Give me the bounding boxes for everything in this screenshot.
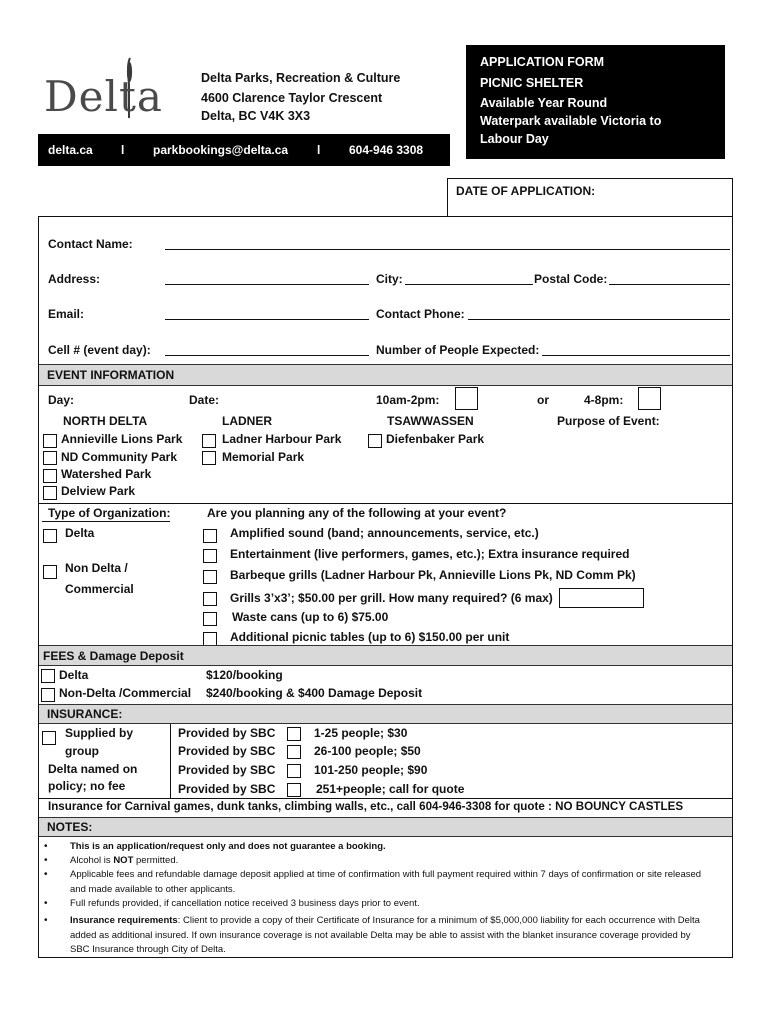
fees-section-bar xyxy=(39,645,732,666)
title-line: APPLICATION FORM xyxy=(480,55,605,69)
insurance-tier-label: 101-250 people; $90 xyxy=(314,763,428,777)
park-checkbox-watershed[interactable] xyxy=(43,469,57,483)
insurance-tier-checkbox[interactable] xyxy=(287,727,301,741)
divider xyxy=(170,724,171,799)
purpose-label: Purpose of Event: xyxy=(557,414,660,428)
separator: l xyxy=(317,143,321,157)
fees-section-title: FEES & Damage Deposit xyxy=(43,649,184,663)
option-label: Amplified sound (band; announcements, service, etc.) xyxy=(230,526,539,540)
insurance-named-label: policy; no fee xyxy=(48,779,126,793)
website-link[interactable]: delta.ca xyxy=(48,143,93,157)
email-link[interactable]: parkbookings@delta.ca xyxy=(153,143,289,157)
email-label: Email: xyxy=(48,307,85,321)
park-label: Ladner Harbour Park xyxy=(222,432,342,446)
grills-quantity-input[interactable] xyxy=(559,588,644,608)
insurance-section-title: INSURANCE: xyxy=(47,707,123,721)
insurance-tier-label: 251+people; call for quote xyxy=(316,782,465,796)
option-label: Grills 3’x3’; $50.00 per grill. How many required? (6 max) xyxy=(230,591,553,605)
notes-section-title: NOTES: xyxy=(47,820,93,834)
contact-name-field[interactable] xyxy=(165,249,730,250)
insurance-named-label: Delta named on xyxy=(48,762,138,776)
org-type-label: Type of Organization: xyxy=(48,506,171,520)
option-label: Entertainment (live performers, games, etc.); Extra insurance required xyxy=(230,547,630,561)
notes-section-bar xyxy=(39,817,732,837)
planning-question: Are you planning any of the following at your event? xyxy=(207,506,507,520)
num-people-field[interactable] xyxy=(542,355,730,356)
bullet-icon: • xyxy=(44,855,48,866)
org-delta-checkbox[interactable] xyxy=(43,529,57,543)
note-text: Applicable fees and refundable damage deposit applied at time of confirmation with full payment required within 7 days of confirmation or site released and made available to other applicants. xyxy=(70,869,702,895)
title-line: Waterpark available Victoria to xyxy=(480,114,662,128)
provided-by-sbc: Provided by SBC xyxy=(178,726,276,740)
insurance-tier-label: 1-25 people; $30 xyxy=(314,726,408,740)
postal-code-label: Postal Code: xyxy=(534,272,608,286)
fee-non-delta-checkbox[interactable] xyxy=(41,688,55,702)
time-slot-2-label: 4-8pm: xyxy=(584,393,624,407)
time-slot-1-checkbox[interactable] xyxy=(455,387,478,410)
note-text-part: Alcohol is xyxy=(70,855,114,866)
park-checkbox-nd-community[interactable] xyxy=(43,451,57,465)
park-label: Memorial Park xyxy=(222,450,305,464)
note-text-part: : Client to provide a copy of their Certificate of Insurance for a minimum of $5,000,000 liability for each occurrence with Delta added as additional insured. If own insurance coverage is not available Delta may be able to assist with the blanket insurance coverage provided by SBC Insurance through City of Delta. xyxy=(70,915,700,955)
bullet-icon: • xyxy=(44,869,48,880)
park-checkbox-diefenbaker[interactable] xyxy=(368,434,382,448)
org-non-delta-label: Commercial xyxy=(65,582,134,596)
note-text xyxy=(70,914,710,958)
insurance-supplied-label: group xyxy=(65,744,99,758)
ladner-title: LADNER xyxy=(222,414,272,428)
contact-phone-label: Contact Phone: xyxy=(376,307,465,321)
insurance-section-bar xyxy=(39,704,732,724)
option-checkbox-waste[interactable] xyxy=(203,612,217,626)
phone-number: 604-946 3308 xyxy=(349,143,424,157)
park-label: Annieville Lions Park xyxy=(61,432,183,446)
title-line: PICNIC SHELTER xyxy=(480,76,584,90)
option-checkbox-amplified[interactable] xyxy=(203,529,217,543)
org-non-delta-label: Non Delta / xyxy=(65,561,128,575)
option-label: Additional picnic tables (up to 6) $150.00 per unit xyxy=(230,630,510,644)
org-delta-label: Delta xyxy=(65,526,95,540)
cell-field[interactable] xyxy=(165,355,369,356)
insurance-tier-checkbox[interactable] xyxy=(287,783,301,797)
or-label: or xyxy=(537,393,549,407)
park-checkbox-ladner-harbour[interactable] xyxy=(202,434,216,448)
postal-code-field[interactable] xyxy=(609,284,730,285)
separator: l xyxy=(121,143,125,157)
divider xyxy=(39,798,732,799)
note-text: Full refunds provided, if cancellation notice received 3 business days prior to event. xyxy=(70,898,420,909)
note-text-bold: NOT xyxy=(113,855,134,866)
org-name: Delta Parks, Recreation & Culture xyxy=(201,71,401,85)
fee-non-delta-label: Non-Delta /Commercial xyxy=(59,686,192,700)
city-field[interactable] xyxy=(405,284,533,285)
time-slot-1-label: 10am-2pm: xyxy=(376,393,440,407)
fee-delta-amount: $120/booking xyxy=(206,668,283,682)
contact-bar xyxy=(38,134,450,166)
fee-delta-checkbox[interactable] xyxy=(41,669,55,683)
day-label: Day: xyxy=(48,393,75,407)
event-section-bar xyxy=(39,364,732,386)
provided-by-sbc: Provided by SBC xyxy=(178,763,276,777)
address-label: Address: xyxy=(48,272,101,286)
bullet-icon: • xyxy=(44,841,48,852)
divider xyxy=(39,503,732,504)
bullet-icon: • xyxy=(44,915,48,926)
provided-by-sbc: Provided by SBC xyxy=(178,744,276,758)
org-address-line2: Delta, BC V4K 3X3 xyxy=(201,109,311,123)
park-label: Watershed Park xyxy=(61,467,152,481)
note-text xyxy=(70,854,710,869)
option-checkbox-grills[interactable] xyxy=(203,592,217,606)
carnival-note: Insurance for Carnival games, dunk tanks, climbing walls, etc., call 604-946-3308 for quote : NO BOUNCY CASTLES xyxy=(48,800,684,813)
divider xyxy=(42,521,170,522)
option-label: Barbeque grills (Ladner Harbour Pk, Annieville Lions Pk, ND Comm Pk) xyxy=(230,568,636,582)
park-checkbox-memorial[interactable] xyxy=(202,451,216,465)
tsawwassen-title: TSAWWASSEN xyxy=(387,414,474,428)
logo-text: Delta xyxy=(44,72,163,121)
event-section-title: EVENT INFORMATION xyxy=(47,368,175,382)
fee-delta-label: Delta xyxy=(59,668,89,682)
cell-label: Cell # (event day): xyxy=(48,343,151,357)
address-field[interactable] xyxy=(165,284,369,285)
note-text: This is an application/request only and does not guarantee a booking. xyxy=(70,841,386,852)
insurance-supplied-checkbox[interactable] xyxy=(42,731,56,745)
title-box xyxy=(466,45,725,159)
date-label: Date: xyxy=(189,393,220,407)
option-checkbox-tables[interactable] xyxy=(203,632,217,646)
park-checkbox-annieville[interactable] xyxy=(43,434,57,448)
insurance-tier-checkbox[interactable] xyxy=(287,764,301,778)
contact-phone-field[interactable] xyxy=(468,319,730,320)
park-checkbox-delview[interactable] xyxy=(43,486,57,500)
bullet-icon: • xyxy=(44,898,48,909)
insurance-tier-label: 26-100 people; $50 xyxy=(314,744,421,758)
north-delta-title: NORTH DELTA xyxy=(63,414,148,428)
insurance-tier-checkbox[interactable] xyxy=(287,745,301,759)
note-text-bold: Insurance requirements xyxy=(70,915,178,926)
org-address-line1: 4600 Clarence Taylor Crescent xyxy=(201,91,383,105)
option-checkbox-entertainment[interactable] xyxy=(203,549,217,563)
fee-non-delta-amount: $240/booking & $400 Damage Deposit xyxy=(206,686,423,700)
time-slot-2-checkbox[interactable] xyxy=(638,387,661,410)
org-non-delta-checkbox[interactable] xyxy=(43,565,57,579)
delta-logo xyxy=(44,54,163,124)
note-text-part: permitted. xyxy=(133,855,179,866)
email-field[interactable] xyxy=(165,319,369,320)
num-people-label: Number of People Expected: xyxy=(376,343,540,357)
option-checkbox-bbq[interactable] xyxy=(203,570,217,584)
contact-name-label: Contact Name: xyxy=(48,237,133,251)
provided-by-sbc: Provided by SBC xyxy=(178,782,276,796)
date-of-application-box[interactable] xyxy=(447,178,733,216)
park-label: Delview Park xyxy=(61,484,136,498)
date-of-application-label: DATE OF APPLICATION: xyxy=(456,184,596,198)
option-label: Waste cans (up to 6) $75.00 xyxy=(232,610,389,624)
insurance-supplied-label: Supplied by xyxy=(65,726,134,740)
city-label: City: xyxy=(376,272,403,286)
title-line: Labour Day xyxy=(480,132,549,146)
park-label: Diefenbaker Park xyxy=(386,432,485,446)
park-label: ND Community Park xyxy=(61,450,178,464)
title-line: Available Year Round xyxy=(480,96,608,110)
